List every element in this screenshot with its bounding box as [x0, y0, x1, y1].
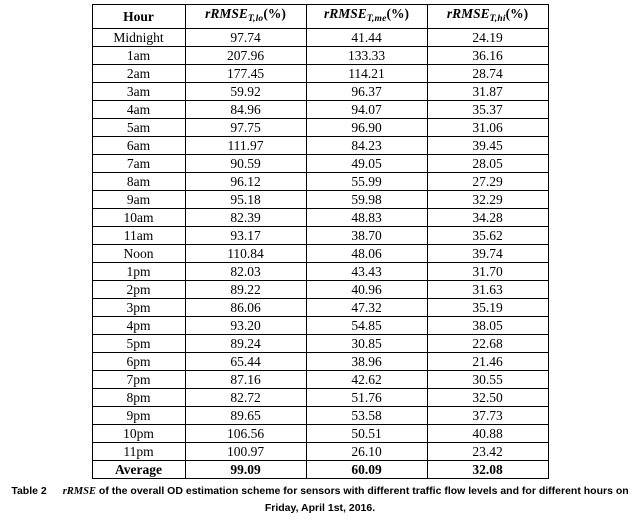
hour-cell: 3am — [92, 83, 185, 101]
value-cell: 39.45 — [427, 137, 548, 155]
value-cell: 96.37 — [306, 83, 427, 101]
value-cell: 35.62 — [427, 227, 548, 245]
value-cell: 59.92 — [185, 83, 306, 101]
table-row — [92, 299, 548, 317]
value-cell: 41.44 — [306, 29, 427, 47]
header-hour: Hour — [92, 5, 185, 29]
value-cell: 43.43 — [306, 263, 427, 281]
header-subscript-me: T,me — [366, 14, 387, 24]
table-row — [92, 407, 548, 425]
value-cell: 106.56 — [185, 425, 306, 443]
header-math-me: rRMSE — [324, 6, 367, 21]
value-cell: 94.07 — [306, 101, 427, 119]
table-row — [92, 281, 548, 299]
value-cell: 89.65 — [185, 407, 306, 425]
caption-text: of the overall OD estimation scheme for sensors with different traffic flow levels and for different hours on Friday, April 1st, 2016. — [96, 485, 629, 514]
value-cell: 49.05 — [306, 155, 427, 173]
hour-cell: 6pm — [92, 353, 185, 371]
hour-cell: 2pm — [92, 281, 185, 299]
value-cell: 48.83 — [306, 209, 427, 227]
table-row — [92, 47, 548, 65]
value-cell: 87.16 — [185, 371, 306, 389]
table-row — [92, 317, 548, 335]
hour-cell: 10am — [92, 209, 185, 227]
value-cell: 55.99 — [306, 173, 427, 191]
hour-cell: 3pm — [92, 299, 185, 317]
value-cell: 38.70 — [306, 227, 427, 245]
value-cell: 32.50 — [427, 389, 548, 407]
value-cell: 32.29 — [427, 191, 548, 209]
value-cell: 95.18 — [185, 191, 306, 209]
value-cell: 24.19 — [427, 29, 548, 47]
average-label: Average — [92, 461, 185, 479]
value-cell: 22.68 — [427, 335, 548, 353]
hour-cell: 1pm — [92, 263, 185, 281]
value-cell: 39.74 — [427, 245, 548, 263]
hour-cell: 9pm — [92, 407, 185, 425]
header-subscript-hi: T,hi — [489, 14, 506, 24]
header-rrmse-me — [306, 5, 427, 29]
header-row — [92, 5, 548, 29]
value-cell: 97.74 — [185, 29, 306, 47]
table-row — [92, 389, 548, 407]
hour-cell: 7am — [92, 155, 185, 173]
value-cell: 42.62 — [306, 371, 427, 389]
value-cell: 86.06 — [185, 299, 306, 317]
hour-cell: 9am — [92, 191, 185, 209]
hour-cell: 4am — [92, 101, 185, 119]
average-value-hi: 32.08 — [427, 461, 548, 479]
table-row — [92, 443, 548, 461]
average-value-lo: 99.09 — [185, 461, 306, 479]
value-cell: 65.44 — [185, 353, 306, 371]
table-row — [92, 119, 548, 137]
value-cell: 177.45 — [185, 65, 306, 83]
value-cell: 93.17 — [185, 227, 306, 245]
value-cell: 37.73 — [427, 407, 548, 425]
hour-cell: Midnight — [92, 29, 185, 47]
caption-label: Table 2 — [11, 485, 47, 497]
value-cell: 23.42 — [427, 443, 548, 461]
value-cell: 89.24 — [185, 335, 306, 353]
value-cell: 30.85 — [306, 335, 427, 353]
value-cell: 100.97 — [185, 443, 306, 461]
hour-cell: 4pm — [92, 317, 185, 335]
table-row — [92, 371, 548, 389]
value-cell: 50.51 — [306, 425, 427, 443]
value-cell: 38.05 — [427, 317, 548, 335]
table-row — [92, 335, 548, 353]
table-row — [92, 209, 548, 227]
table-row — [92, 173, 548, 191]
hour-cell: 5am — [92, 119, 185, 137]
value-cell: 27.29 — [427, 173, 548, 191]
header-subscript-lo: T,lo — [247, 14, 264, 24]
value-cell: 47.32 — [306, 299, 427, 317]
header-rrmse-hi — [427, 5, 548, 29]
value-cell: 111.97 — [185, 137, 306, 155]
value-cell: 97.75 — [185, 119, 306, 137]
value-cell: 82.39 — [185, 209, 306, 227]
value-cell: 40.96 — [306, 281, 427, 299]
value-cell: 35.19 — [427, 299, 548, 317]
header-unit-lo: (%) — [263, 6, 286, 21]
value-cell: 51.76 — [306, 389, 427, 407]
value-cell: 48.06 — [306, 245, 427, 263]
value-cell: 82.72 — [185, 389, 306, 407]
value-cell: 96.12 — [185, 173, 306, 191]
value-cell: 34.28 — [427, 209, 548, 227]
value-cell: 133.33 — [306, 47, 427, 65]
hour-cell: 2am — [92, 65, 185, 83]
value-cell: 31.06 — [427, 119, 548, 137]
header-unit-me: (%) — [386, 6, 409, 21]
table-caption — [2, 483, 638, 517]
table-row — [92, 137, 548, 155]
value-cell: 21.46 — [427, 353, 548, 371]
value-cell: 31.63 — [427, 281, 548, 299]
table-row — [92, 29, 548, 47]
table-row — [92, 101, 548, 119]
average-row — [92, 461, 548, 479]
value-cell: 54.85 — [306, 317, 427, 335]
value-cell: 96.90 — [306, 119, 427, 137]
value-cell: 110.84 — [185, 245, 306, 263]
value-cell: 93.20 — [185, 317, 306, 335]
header-rrmse-lo — [185, 5, 306, 29]
value-cell: 53.58 — [306, 407, 427, 425]
value-cell: 28.74 — [427, 65, 548, 83]
average-value-me: 60.09 — [306, 461, 427, 479]
value-cell: 26.10 — [306, 443, 427, 461]
hour-cell: 11am — [92, 227, 185, 245]
value-cell: 36.16 — [427, 47, 548, 65]
table-row — [92, 227, 548, 245]
value-cell: 35.37 — [427, 101, 548, 119]
value-cell: 84.23 — [306, 137, 427, 155]
hour-cell: 11pm — [92, 443, 185, 461]
value-cell: 31.70 — [427, 263, 548, 281]
value-cell: 40.88 — [427, 425, 548, 443]
table-row — [92, 353, 548, 371]
table-row — [92, 191, 548, 209]
value-cell: 84.96 — [185, 101, 306, 119]
header-math-lo: rRMSE — [205, 6, 248, 21]
value-cell: 28.05 — [427, 155, 548, 173]
value-cell: 59.98 — [306, 191, 427, 209]
value-cell: 82.03 — [185, 263, 306, 281]
header-unit-hi: (%) — [505, 6, 529, 21]
table-row — [92, 425, 548, 443]
table-row — [92, 245, 548, 263]
value-cell: 90.59 — [185, 155, 306, 173]
hour-cell: 8pm — [92, 389, 185, 407]
table-row — [92, 83, 548, 101]
value-cell: 89.22 — [185, 281, 306, 299]
hour-cell: Noon — [92, 245, 185, 263]
hour-cell: 8am — [92, 173, 185, 191]
table-row — [92, 155, 548, 173]
results-table — [92, 4, 549, 479]
value-cell: 31.87 — [427, 83, 548, 101]
hour-cell: 7pm — [92, 371, 185, 389]
value-cell: 114.21 — [306, 65, 427, 83]
table-row — [92, 65, 548, 83]
table-body — [92, 29, 548, 461]
header-math-hi: rRMSE — [446, 6, 490, 21]
value-cell: 30.55 — [427, 371, 548, 389]
value-cell: 207.96 — [185, 47, 306, 65]
value-cell: 38.96 — [306, 353, 427, 371]
hour-cell: 6am — [92, 137, 185, 155]
hour-cell: 5pm — [92, 335, 185, 353]
hour-cell: 1am — [92, 47, 185, 65]
caption-math: rRMSE — [62, 486, 96, 497]
hour-cell: 10pm — [92, 425, 185, 443]
table-row — [92, 263, 548, 281]
